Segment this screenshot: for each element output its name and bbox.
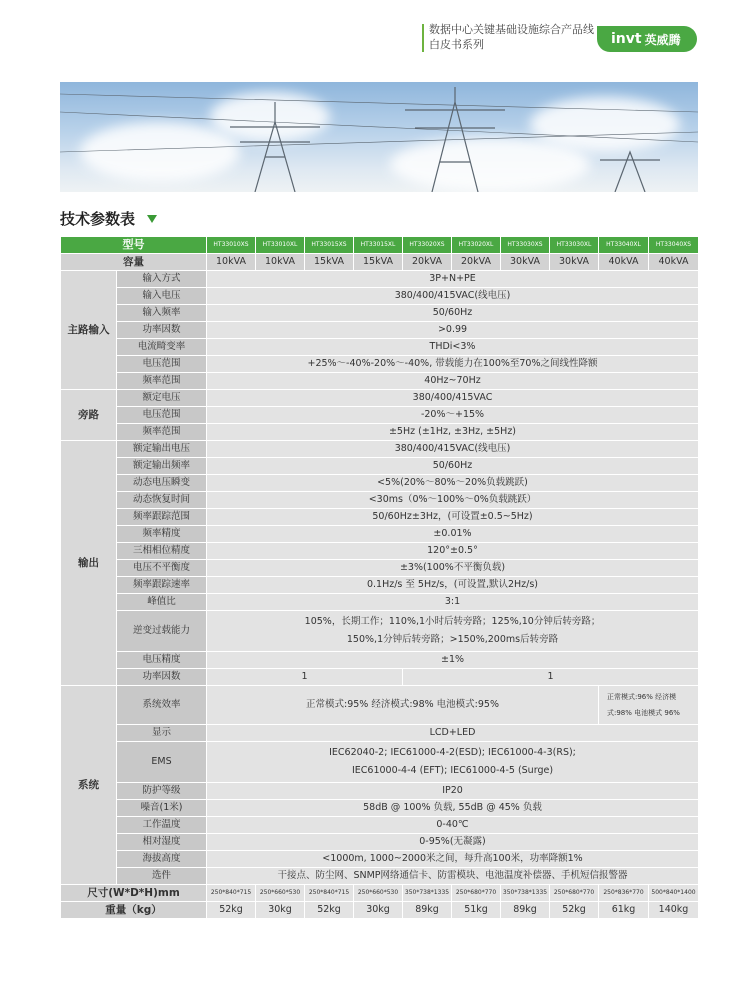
param-name: 选件 [117,868,207,885]
weight-cell: 52kg [550,902,599,919]
capacity-cell: 20kVA [403,254,452,271]
table-row [61,390,699,407]
header-line-1: 数据中心关键基础设施综合产品线 [429,23,594,36]
power-tower-icon [60,82,698,192]
efficiency-note: 正常模式:96% 经济模 式:98% 电池模式 96% [599,686,699,725]
param-name: 防护等级 [117,783,207,800]
param-name: 电压不平衡度 [117,560,207,577]
main-input-section-label: 主路输入 [61,271,117,390]
param-value: 0-40℃ [207,817,699,834]
capacity-cell: 30kVA [550,254,599,271]
table-row [61,851,699,868]
param-name: 逆变过载能力 [117,611,207,652]
param-name: 频率精度 [117,526,207,543]
capacity-cell: 10kVA [207,254,256,271]
param-value: 1 [207,669,403,686]
model-cell: HT33015XL [354,237,403,254]
param-name: 频率跟踪范围 [117,509,207,526]
param-value: 105%，长期工作；110%,1小时后转旁路；125%,10分钟后转旁路； 150%,1分钟后转旁路；>150%,200ms后转旁路 [207,611,699,652]
param-value: 正常模式:95% 经济模式:98% 电池模式:95% [207,686,599,725]
param-value: 380/400/415VAC(线电压) [207,288,699,305]
table-row [61,560,699,577]
capacity-cell: 20kVA [452,254,501,271]
table-row [61,652,699,669]
capacity-cell: 15kVA [305,254,354,271]
table-row [61,834,699,851]
table-row [61,305,699,322]
param-name: 功率因数 [117,669,207,686]
model-cell: HT33030XS [501,237,550,254]
param-value: 120°±0.5° [207,543,699,560]
param-name: 电流畸变率 [117,339,207,356]
param-name: 相对湿度 [117,834,207,851]
output-section-label: 输出 [61,441,117,686]
size-cell: 250*840*715 [207,885,256,902]
banner-image [60,82,698,192]
table-row [61,800,699,817]
param-value: ±3%(100%不平衡负载) [207,560,699,577]
section-title: 技术参数表 [60,210,136,228]
bypass-section-label: 旁路 [61,390,117,441]
model-cell: HT33020XS [403,237,452,254]
size-cell: 350*738*1335 [501,885,550,902]
param-name: 频率跟踪速率 [117,577,207,594]
param-value: 3P+N+PE [207,271,699,288]
capacity-cell: 40kVA [599,254,649,271]
invt-logo [597,26,697,52]
param-value: 380/400/415VAC [207,390,699,407]
param-name: EMS [117,742,207,783]
param-value: 3:1 [207,594,699,611]
param-name: 输入频率 [117,305,207,322]
model-cell: HT33030XL [550,237,599,254]
logo-word: invt [611,31,642,47]
table-row [61,441,699,458]
param-value: <5%(20%～80%～20%负载跳跃) [207,475,699,492]
table-row [61,725,699,742]
model-cell: HT33040XS [649,237,699,254]
table-row [61,424,699,441]
table-row [61,509,699,526]
table-row [61,783,699,800]
param-name: 电压精度 [117,652,207,669]
size-label: 尺寸(W*D*H)mm [61,885,207,902]
param-name: 动态电压瞬变 [117,475,207,492]
weight-cell: 89kg [403,902,452,919]
spec-table [60,236,699,919]
system-section-label: 系统 [61,686,117,885]
weight-cell: 140kg [649,902,699,919]
param-value: <1000m, 1000~2000米之间，每升高100米，功率降额1% [207,851,699,868]
param-name: 功率因数 [117,322,207,339]
param-name: 动态恢复时间 [117,492,207,509]
size-row [61,885,699,902]
header-divider [422,24,424,52]
capacity-label: 容量 [61,254,207,271]
param-name: 额定电压 [117,390,207,407]
param-value: ±5Hz (±1Hz, ±3Hz, ±5Hz) [207,424,699,441]
table-row [61,288,699,305]
size-cell: 500*840*1400 [649,885,699,902]
logo-cn: 英威腾 [644,32,681,47]
weight-cell: 89kg [501,902,550,919]
param-name: 输入方式 [117,271,207,288]
param-value: 50/60Hz±3Hz，(可设置±0.5~5Hz) [207,509,699,526]
capacity-cell: 15kVA [354,254,403,271]
table-row [61,407,699,424]
table-row [61,543,699,560]
param-value: -20%～+15% [207,407,699,424]
size-cell: 250*660*530 [354,885,403,902]
param-value: IEC62040-2; IEC61000-4-2(ESD); IEC61000-4-3(RS); IEC61000-4-4 (EFT); IEC61000-4-5 (Surge) [207,742,699,783]
table-row [61,669,699,686]
param-value: 50/60Hz [207,458,699,475]
size-cell: 250*680*770 [452,885,501,902]
weight-cell: 52kg [305,902,354,919]
param-value: LCD+LED [207,725,699,742]
table-row [61,868,699,885]
param-value: THDi<3% [207,339,699,356]
param-value: ±0.01% [207,526,699,543]
table-row [61,475,699,492]
size-cell: 250*680*770 [550,885,599,902]
param-name: 电压范围 [117,356,207,373]
weight-cell: 52kg [207,902,256,919]
header-title [429,22,594,52]
param-value: 干接点、防尘网、SNMP网络通信卡、防雷模块、电池温度补偿器、手机短信报警器 [207,868,699,885]
param-value: +25%～-40%-20%～-40%, 带载能力在100%至70%之间线性降额 [207,356,699,373]
capacity-row [61,254,699,271]
model-cell: HT33010XS [207,237,256,254]
param-value: ±1% [207,652,699,669]
table-row [61,492,699,509]
param-name: 噪音(1米) [117,800,207,817]
param-name: 频率范围 [117,373,207,390]
param-name: 额定输出频率 [117,458,207,475]
table-row [61,322,699,339]
param-value: <30ms（0%～100%～0%负载跳跃） [207,492,699,509]
size-cell: 350*738*1335 [403,885,452,902]
param-name: 峰值比 [117,594,207,611]
param-name: 三相相位精度 [117,543,207,560]
capacity-cell: 10kVA [256,254,305,271]
model-cell: HT33015XS [305,237,354,254]
table-row [61,458,699,475]
weight-cell: 30kg [354,902,403,919]
table-row [61,339,699,356]
table-row [61,271,699,288]
param-name: 额定输出电压 [117,441,207,458]
size-cell: 250*840*715 [305,885,354,902]
table-row [61,577,699,594]
size-cell: 250*660*530 [256,885,305,902]
table-row [61,742,699,783]
table-row [61,594,699,611]
weight-cell: 61kg [599,902,649,919]
capacity-cell: 30kVA [501,254,550,271]
table-row [61,373,699,390]
weight-cell: 30kg [256,902,305,919]
table-row [61,611,699,652]
model-cell: HT33020XL [452,237,501,254]
param-name: 系统效率 [117,686,207,725]
capacity-cell: 40kVA [649,254,699,271]
size-cell: 250*836*770 [599,885,649,902]
param-value: 0-95%(无凝露) [207,834,699,851]
param-name: 显示 [117,725,207,742]
model-cell: HT33040XL [599,237,649,254]
weight-row [61,902,699,919]
param-name: 频率范围 [117,424,207,441]
triangle-down-icon [147,215,157,223]
param-value: IP20 [207,783,699,800]
model-label: 型号 [61,237,207,254]
table-row [61,817,699,834]
param-name: 输入电压 [117,288,207,305]
model-row [61,237,699,254]
weight-label: 重量（kg） [61,902,207,919]
param-name: 工作温度 [117,817,207,834]
model-cell: HT33010XL [256,237,305,254]
weight-cell: 51kg [452,902,501,919]
param-value: >0.99 [207,322,699,339]
param-value: 58dB @ 100% 负载, 55dB @ 45% 负载 [207,800,699,817]
param-name: 海拔高度 [117,851,207,868]
header-line-2: 白皮书系列 [429,38,484,51]
table-row [61,686,699,725]
param-name: 电压范围 [117,407,207,424]
param-value: 40Hz~70Hz [207,373,699,390]
table-row [61,356,699,373]
param-value: 380/400/415VAC(线电压) [207,441,699,458]
param-value: 0.1Hz/s 至 5Hz/s，(可设置,默认2Hz/s) [207,577,699,594]
table-row [61,526,699,543]
param-value: 1 [403,669,699,686]
param-value: 50/60Hz [207,305,699,322]
